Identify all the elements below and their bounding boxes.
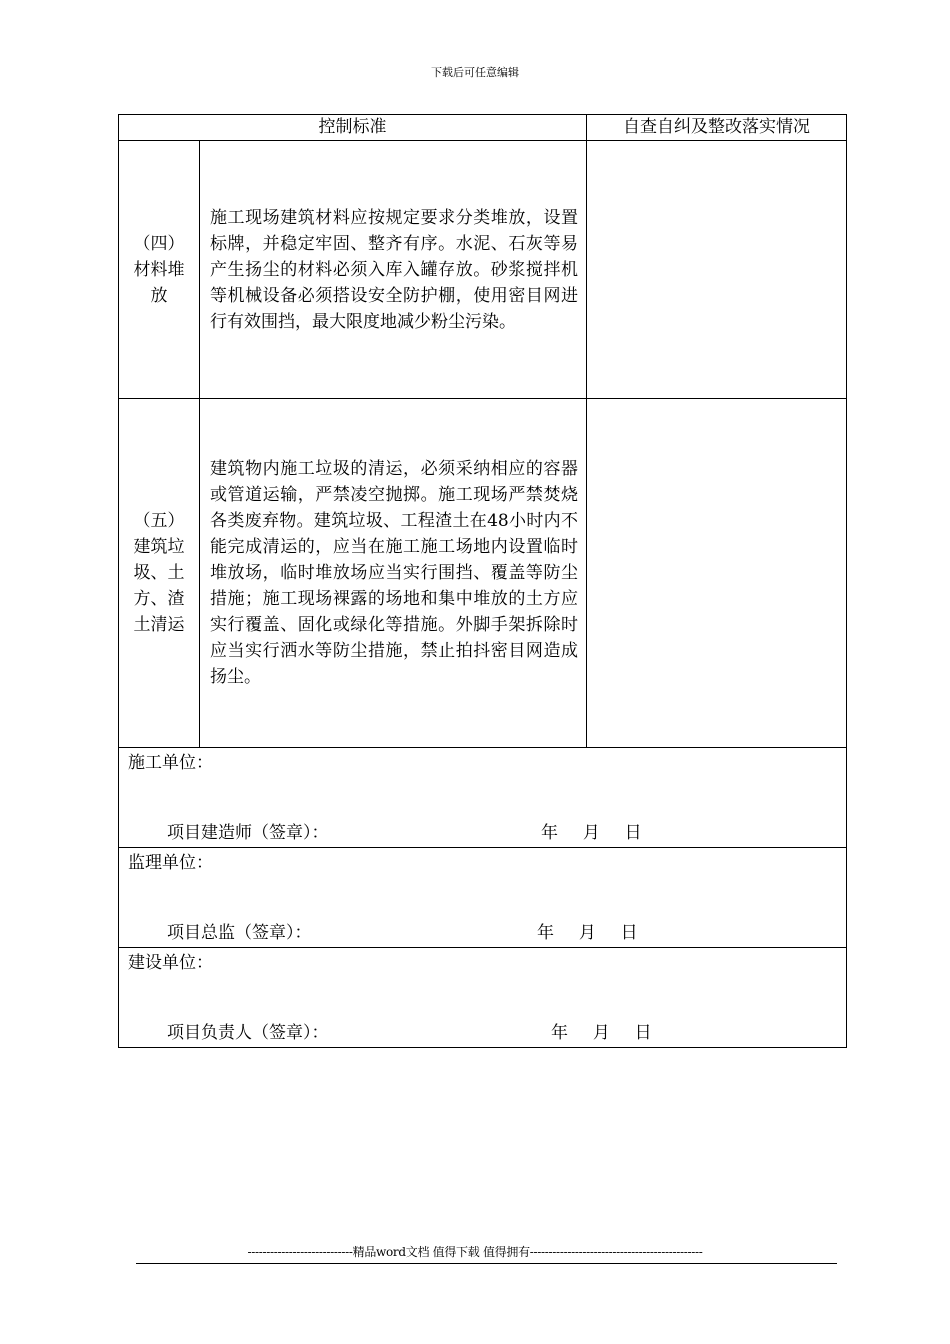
year-label: 年 bbox=[537, 923, 554, 943]
month-label: 月 bbox=[582, 823, 600, 843]
page-header: 下载后可任意编辑 bbox=[431, 66, 519, 79]
category-cell bbox=[119, 141, 200, 399]
category-cell bbox=[119, 399, 200, 748]
standard-text: 建筑物内施工垃圾的清运，必须采纳相应的容器或管道运输，严禁凌空抛掷。施工现场严禁焚烧各类废弃物。建筑垃圾、工程渣土在48小时内不能完成清运的，应当在施工施工场地内设置临时堆放场，临时堆放场应当实行围挡、覆盖等防尘措施；施工现场裸露的场地和集中堆放的土方应实行覆盖、固化或绿化等措施。外脚手架拆除时应当实行洒水等防尘措施，禁止拍抖密目网造成扬尘。 bbox=[210, 459, 578, 687]
unit-label: 监理单位： bbox=[128, 853, 213, 873]
day-label: 日 bbox=[624, 823, 642, 843]
signature-row-construction bbox=[119, 748, 847, 848]
date-field[interactable] bbox=[541, 822, 642, 844]
signature-cell[interactable] bbox=[119, 948, 847, 1048]
day-label: 日 bbox=[634, 1023, 652, 1043]
standard-cell bbox=[200, 399, 587, 748]
selfcheck-cell[interactable] bbox=[587, 399, 847, 748]
month-label: 月 bbox=[578, 923, 596, 943]
standard-cell bbox=[200, 141, 587, 399]
table-header-row bbox=[119, 115, 847, 141]
control-standard-table bbox=[118, 114, 847, 1048]
signer-role-label: 项目负责人（签章）： bbox=[167, 1023, 329, 1043]
table-row bbox=[119, 141, 847, 399]
column-header-selfcheck: 自查自纠及整改落实情况 bbox=[587, 115, 847, 141]
signer-role-label: 项目总监（签章）： bbox=[167, 923, 312, 943]
unit-label: 施工单位： bbox=[128, 753, 213, 773]
signature-row-supervision bbox=[119, 848, 847, 948]
footer-divider bbox=[136, 1263, 837, 1264]
date-field[interactable] bbox=[537, 922, 638, 944]
table-row bbox=[119, 399, 847, 748]
category-label: （五）建筑垃圾、土方、渣土清运 bbox=[133, 511, 185, 635]
selfcheck-cell[interactable] bbox=[587, 141, 847, 399]
signature-cell[interactable] bbox=[119, 848, 847, 948]
month-label: 月 bbox=[592, 1023, 610, 1043]
standard-text: 施工现场建筑材料应按规定要求分类堆放，设置标牌，并稳定牢固、整齐有序。水泥、石灰等易产生扬尘的材料必须入库入罐存放。砂浆搅拌机等机械设备必须搭设安全防护棚，使用密目网进行有效围挡，最大限度地减少粉尘污染。 bbox=[210, 207, 578, 332]
year-label: 年 bbox=[541, 823, 558, 843]
column-header-standard: 控制标准 bbox=[119, 115, 587, 141]
page-footer: ----------------------------精品word文档 值得下载 值得拥有---------------------------------------------- bbox=[247, 1245, 703, 1259]
signature-cell[interactable] bbox=[119, 748, 847, 848]
day-label: 日 bbox=[620, 923, 638, 943]
year-label: 年 bbox=[551, 1023, 568, 1043]
signer-role-label: 项目建造师（签章）： bbox=[167, 823, 329, 843]
signature-row-owner bbox=[119, 948, 847, 1048]
unit-label: 建设单位： bbox=[128, 953, 213, 973]
category-label: （四）材料堆放 bbox=[133, 233, 185, 306]
date-field[interactable] bbox=[551, 1022, 652, 1044]
